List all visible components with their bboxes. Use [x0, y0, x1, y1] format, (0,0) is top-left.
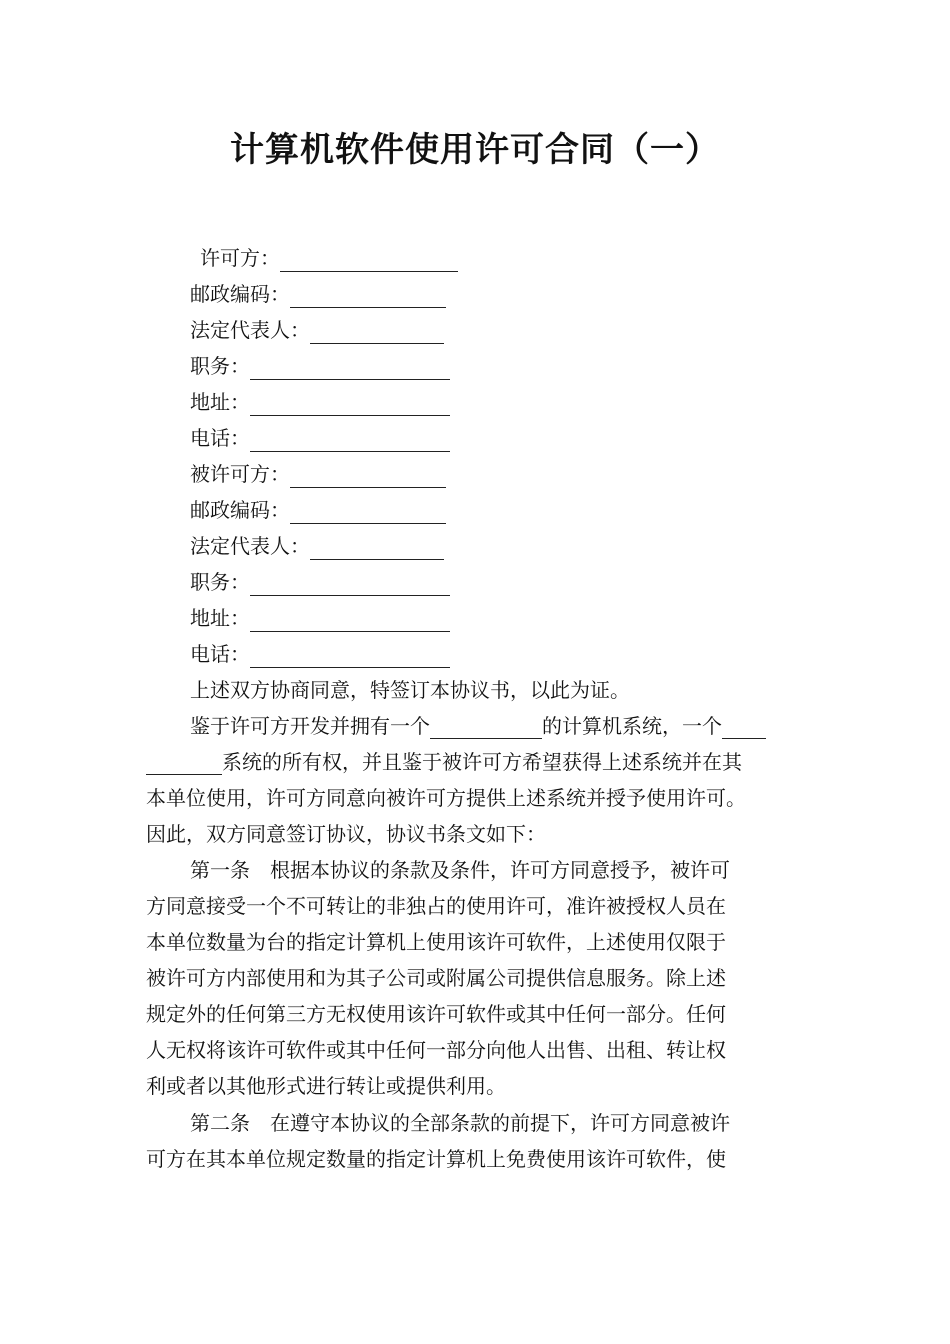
licensee-legal-rep-field	[190, 528, 630, 564]
preamble-line-3: 本单位使用，许可方同意向被许可方提供上述系统并授予使用许可。	[146, 786, 746, 810]
licensee-party-field	[190, 456, 630, 492]
licensee-postcode-blank[interactable]	[290, 499, 446, 524]
licensor-postcode-field	[190, 276, 630, 312]
article-1-line: 本单位数量为台的指定计算机上使用该许可软件，上述使用仅限于	[146, 930, 726, 954]
licensor-legal-rep-blank[interactable]	[310, 319, 444, 344]
licensee-phone-label: 电话：	[190, 642, 250, 666]
article-1	[146, 852, 810, 1104]
licensor-legal-rep-field	[190, 312, 630, 348]
preamble-paragraph	[146, 708, 810, 852]
licensee-position-blank[interactable]	[250, 571, 450, 596]
preamble-line-2	[146, 744, 810, 780]
article-1-line: 方同意接受一个不可转让的非独占的使用许可，准许被授权人员在	[146, 894, 726, 918]
licensor-party-label: 许可方：	[200, 246, 280, 270]
article-1-line: 人无权将该许可软件或其中任何一部分向他人出售、出租、转让权	[146, 1038, 726, 1062]
licensor-postcode-label: 邮政编码：	[190, 282, 290, 306]
licensor-party-blank[interactable]	[280, 247, 458, 272]
preamble-text-1b: 的计算机系统，一个	[542, 714, 722, 738]
system-type-blank-end[interactable]	[146, 752, 222, 775]
licensee-address-label: 地址：	[190, 606, 250, 630]
licensor-position-field	[190, 348, 630, 384]
document-title: 计算机软件使用许可合同（一）	[230, 130, 720, 170]
licensee-phone-field	[190, 636, 630, 672]
system-type-blank-start[interactable]	[722, 716, 766, 739]
licensee-phone-blank[interactable]	[250, 643, 450, 668]
licensee-legal-rep-blank[interactable]	[310, 535, 444, 560]
licensee-position-field	[190, 564, 630, 600]
article-2-line: 第二条 在遵守本协议的全部条款的前提下，许可方同意被许	[190, 1111, 730, 1135]
licensor-phone-label: 电话：	[190, 426, 250, 450]
party-fields	[190, 240, 630, 708]
article-1-line: 被许可方内部使用和为其子公司或附属公司提供信息服务。除上述	[146, 966, 726, 990]
agreement-statement: 上述双方协商同意，特签订本协议书，以此为证。	[190, 678, 630, 702]
article-2-line: 可方在其本单位规定数量的指定计算机上免费使用该许可软件，使	[146, 1147, 726, 1171]
licensor-address-label: 地址：	[190, 390, 250, 414]
preamble-line-4: 因此，双方同意签订协议，协议书条文如下：	[146, 822, 546, 846]
licensee-address-field	[190, 600, 630, 636]
licensee-postcode-label: 邮政编码：	[190, 498, 290, 522]
licensee-legal-rep-label: 法定代表人：	[190, 534, 310, 558]
system-name-blank[interactable]	[430, 716, 542, 739]
preamble-line-1	[146, 708, 810, 744]
licensor-party-field	[190, 240, 630, 276]
licensee-postcode-field	[190, 492, 630, 528]
article-1-line: 规定外的任何第三方无权使用该许可软件或其中任何一部分。任何	[146, 1002, 726, 1026]
licensee-address-blank[interactable]	[250, 607, 450, 632]
licensor-phone-field	[190, 420, 630, 456]
article-2	[146, 1105, 810, 1177]
licensee-party-label: 被许可方：	[190, 462, 290, 486]
licensor-address-blank[interactable]	[250, 391, 450, 416]
preamble-text-2: 系统的所有权，并且鉴于被许可方希望获得上述系统并在其	[222, 750, 742, 774]
licensee-position-label: 职务：	[190, 570, 250, 594]
article-1-line: 第一条 根据本协议的条款及条件，许可方同意授予，被许可	[190, 858, 730, 882]
licensor-postcode-blank[interactable]	[290, 283, 446, 308]
licensor-position-blank[interactable]	[250, 355, 450, 380]
article-1-line: 利或者以其他形式进行转让或提供利用。	[146, 1074, 506, 1098]
preamble-text-1a: 鉴于许可方开发并拥有一个	[190, 714, 430, 738]
licensor-legal-rep-label: 法定代表人：	[190, 318, 310, 342]
licensee-party-blank[interactable]	[290, 463, 446, 488]
licensor-position-label: 职务：	[190, 354, 250, 378]
licensor-phone-blank[interactable]	[250, 427, 450, 452]
licensor-address-field	[190, 384, 630, 420]
